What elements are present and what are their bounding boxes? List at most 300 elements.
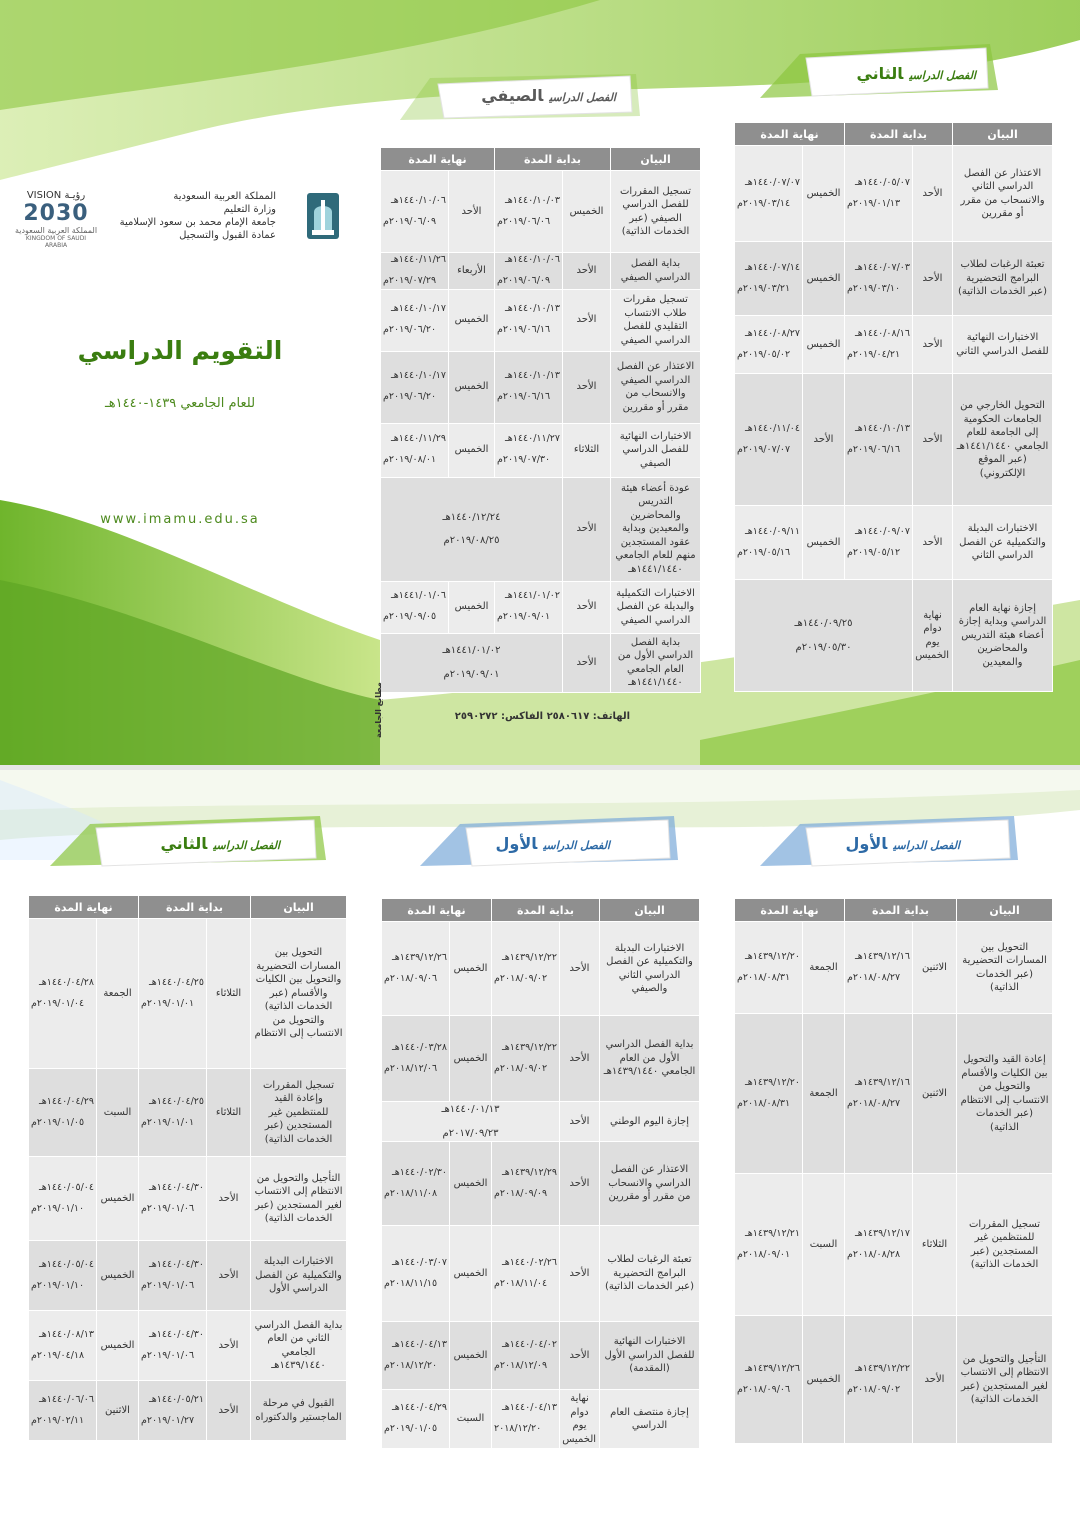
end-date [382,1390,450,1449]
end-date [29,1311,97,1381]
start-gregorian-date: ٢٠١٨/٠٨/٢٧م [847,1097,901,1109]
end-day: الخميس [803,316,845,374]
end-hijri-date: ١٤٣٩/١٢/٢١هـ [744,1227,800,1239]
start-day: الأحد [563,289,611,351]
end-hijri-date: ١٤٤٠/١٠/٠٦هـ [390,194,446,206]
start-date [495,289,563,351]
end-date [29,1381,97,1441]
end-gregorian-date: ٢٠١٨/٠٩/٠٦م [737,1383,791,1395]
end-day: الخميس [803,506,845,580]
spacer [847,539,910,547]
spacer [847,341,910,349]
end-gregorian-date: ٢٠١٩/٠١/٠٤م [31,997,85,1009]
table-row [29,1311,347,1381]
gregorian-date: ٢٠١٩/٠٨/٢٥م [443,535,500,547]
end-day: الخميس [450,922,492,1016]
spacer [31,1195,94,1203]
table-row [735,146,1053,242]
end-hijri-date: ١٤٤٠/٠٤/١٣هـ [391,1338,447,1350]
end-date [735,146,803,242]
end-date [735,374,803,506]
vision-year: 2030 [23,201,89,226]
second-term-banner [50,814,330,866]
spacer [384,965,447,973]
second-term-banner-top [760,44,1000,96]
start-hijri-date: ١٤٤٠/٠٢/٢٦هـ [501,1256,558,1268]
row-description: إجازة منتصف العام الدراسي [600,1390,700,1449]
end-day: الخميس [450,1142,492,1226]
end-hijri-date: ١٤٤٠/٠٥/٠٤هـ [38,1181,94,1193]
spacer [737,539,800,547]
start-gregorian-date: ٢٠١٨/٠٩/٠٢م [847,1383,901,1395]
row-description: التحويل بين المسارات التحضيرية والتحويل بين الكليات والأقسام (عبر الخدمات الذاتية) والتحويل من الانتساب إلى الانتظام [251,919,347,1069]
start-hijri-date: ١٤٣٩/١٢/١٦هـ [854,950,911,962]
table-row [381,253,701,290]
end-day: الجمعة [803,1014,845,1174]
column-header: نهاية المدة [382,899,492,922]
start-date [845,1014,913,1174]
spacer [494,965,557,973]
start-hijri-date: ١٤٣٩/١٢/٢٢هـ [501,1041,558,1053]
end-hijri-date: ١٤٣٩/١٢/٢٦هـ [744,1362,800,1374]
start-hijri-date: ١٤٤٠/٠٤/٣٠هـ [148,1328,205,1340]
row-description: بداية الفصل الدراسي الأول من العام الجامعي ١٤٣٩/١٤٤٠هـ [600,1016,700,1102]
column-header: بداية المدة [845,899,957,922]
spacer [141,990,204,998]
org-line: وزارة التعليم [223,204,276,215]
start-gregorian-date: ٢٠١٩/٠١/٠٦م [141,1202,195,1214]
single-date [382,1102,560,1142]
banner-small-text: الفصل الدراسي [543,839,610,852]
end-hijri-date: ١٤٤٠/٠٥/٠٤هـ [38,1258,94,1270]
banner-big-text: الصيفي [481,86,544,105]
column-header: نهاية المدة [381,148,495,171]
start-gregorian-date: ٢٠١٨/٠٨/٢٧م [847,971,901,983]
start-date [845,1174,913,1316]
end-gregorian-date: ٢٠١٩/٠٢/١١م [31,1414,85,1426]
university-crest-icon [306,192,340,240]
start-day: الأحد [560,1142,600,1226]
end-day: السبت [803,1174,845,1316]
end-hijri-date: ١٤٤٠/٠٩/١١هـ [744,525,800,537]
end-date [735,1014,803,1174]
spacer [497,267,560,275]
start-day: نهاية دوام يوم الخميس [560,1390,600,1449]
start-date [492,1322,560,1390]
end-gregorian-date: ٢٠١٩/٠٦/٢٠م [383,324,437,336]
end-hijri-date: ١٤٤٠/٠٣/٢٨هـ [391,1041,447,1053]
start-day: الأحد [913,242,953,316]
org-line: عمادة القبول والتسجيل [179,230,276,241]
spacer [31,1109,94,1117]
start-day: الثلاثاء [563,423,611,477]
spacer [847,1376,910,1384]
row-description: الاعتذار عن الفصل الدراسي والانسحاب من مقرر أو مقررين [600,1142,700,1226]
spacer [497,208,560,216]
start-hijri-date: ١٤٣٩/١٢/٢٢هـ [854,1362,911,1374]
column-header: البيان [600,899,700,922]
table-row [29,1069,347,1157]
end-gregorian-date: ٢٠١٩/٠٥/١٦م [737,546,791,558]
brochure-inside [0,770,1080,1535]
end-date [381,581,449,633]
start-day: الأحد [913,506,953,580]
spacer [31,1407,94,1415]
hijri-date: ١٤٤٠/٠٩/٢٥هـ [794,618,853,629]
table-row [735,1316,1053,1444]
end-hijri-date: ١٤٤٠/١١/٢٦هـ [390,254,446,265]
start-day: الأحد [207,1157,251,1241]
end-gregorian-date: ٢٠١٨/٠٨/٣١م [737,1097,791,1109]
start-day: الاثنين [913,922,957,1014]
banner-big-text: الثاني [160,834,208,853]
end-date [381,171,449,253]
start-date [495,351,563,423]
end-date [29,1241,97,1311]
end-gregorian-date: ٢٠١٨/١١/٠٨م [384,1187,438,1199]
spacer [31,1272,94,1280]
start-date [492,1390,560,1449]
spacer [847,1090,910,1098]
start-hijri-date: ١٤٤١/٠١/٠٢هـ [504,590,561,602]
spacer [384,1117,557,1127]
end-hijri-date: ١٤٤٠/١١/٢٩هـ [390,433,446,445]
gregorian-date: ٢٠١٧/٠٩/٢٣م [442,1127,499,1139]
second-term-table-top [734,122,1053,692]
start-gregorian-date: ٢٠١٩/٠٧/٣٠م [497,454,551,466]
start-day: الثلاثاء [207,1069,251,1157]
end-hijri-date: ١٤٤٠/٠٤/٢٨هـ [38,976,94,988]
start-gregorian-date: ٢٠١٩/٠١/٠٦م [141,1279,195,1291]
end-date [29,1069,97,1157]
spacer [383,524,560,534]
single-date [735,580,913,692]
spacer [737,1090,800,1098]
end-hijri-date: ١٤٤٠/١٠/١٧هـ [390,303,446,315]
hijri-date: ١٤٤١/٠١/٠٢هـ [442,645,501,657]
start-date [845,506,913,580]
row-description: تعبئة الرغبات لطلاب البرامج التحضيرية (عبر الخدمات الذاتية) [600,1226,700,1322]
end-date [735,316,803,374]
start-hijri-date: ١٤٤٠/٠٤/٠٢هـ [501,1338,558,1350]
row-description: الاختبارات النهائية للفصل الدراسي الأول (المقدمة) [600,1322,700,1390]
row-description: تسجيل المقررات للمنتظمين غير المستجدين (عبر الخدمات الذاتية) [957,1174,1053,1316]
vision-label-en: VISION [26,190,62,201]
spacer [141,1407,204,1415]
start-gregorian-date: ٢٠١٨/١٢/٠٩م [494,1359,548,1371]
column-header: بداية المدة [845,123,953,146]
start-date [495,253,563,290]
end-day: الخميس [803,242,845,316]
start-gregorian-date: ٢٠١٩/٠٤/٢١م [847,348,901,360]
end-hijri-date: ١٤٤٠/٠٢/٣٠هـ [391,1166,447,1178]
end-date [381,351,449,423]
end-hijri-date: ١٤٤٠/١١/٠٤هـ [744,422,800,434]
spacer [497,603,560,611]
end-hijri-date: ١٤٤٠/٠٤/٢٩هـ [38,1095,94,1107]
end-hijri-date: ١٤٤٠/١٠/١٧هـ [390,370,446,382]
end-day: الخميس [97,1241,139,1311]
table-row [382,1016,700,1102]
start-hijri-date: ١٤٤٠/٠٤/٣٠هـ [148,1258,205,1270]
start-hijri-date: ١٤٣٩/١٢/١٦هـ [854,1076,911,1088]
end-gregorian-date: ٢٠١٩/٠٧/٢٩م [383,274,437,286]
spacer [847,190,910,198]
start-hijri-date: ١٤٤٠/١٠/١٣هـ [504,303,561,315]
start-date [845,922,913,1014]
end-day: الخميس [449,351,495,423]
end-gregorian-date: ٢٠١٨/٠٩/٠٦م [384,972,438,984]
end-date [735,242,803,316]
end-gregorian-date: ٢٠١٩/٠٦/٠٩م [383,215,437,227]
table-row [735,242,1053,316]
end-day: الخميس [449,423,495,477]
start-day: الأحد [913,146,953,242]
start-date [139,1069,207,1157]
spacer [847,964,910,972]
start-date [492,1016,560,1102]
start-gregorian-date: ٢٠١٩/٠١/٠٦م [141,1349,195,1361]
spacer [383,446,446,454]
start-hijri-date: ١٤٤٠/١٠/٠٣هـ [504,194,561,206]
banner-small-text: الفصل الدراسي [909,69,976,82]
end-gregorian-date: ٢٠١٨/١٢/٢٠م [384,1359,438,1371]
end-date [382,922,450,1016]
end-date [382,1322,450,1390]
table-row [382,1226,700,1322]
start-hijri-date: ١٤٣٩/١٢/٢٩هـ [501,1166,558,1178]
first-term-table-mid [381,898,700,1449]
end-date [382,1142,450,1226]
hijri-date: ١٤٤٠/٠١/١٣هـ [441,1104,500,1115]
column-header: البيان [611,148,701,171]
spacer [384,1415,447,1423]
table-row [382,922,700,1016]
start-hijri-date: ١٤٤٠/١١/٢٧هـ [504,433,561,445]
end-hijri-date: ١٤٣٩/١٢/٢٠هـ [744,1076,800,1088]
start-day: الاثنين [913,1014,957,1174]
spacer [383,383,446,391]
banner-small-text: الفصل الدراسي [893,839,960,852]
end-day: الخميس [97,1311,139,1381]
single-date [381,477,563,581]
row-description: الاختبارات البديلة والتكميلية عن الفصل الدراسي الثاني والصيفي [600,922,700,1016]
start-hijri-date: ١٤٤٠/٠٧/٠٣هـ [854,261,911,273]
banner-small-text: الفصل الدراسي [549,91,616,104]
banner-big-text: الأول [495,834,538,853]
academic-year-subtitle: للعام الجامعي ١٤٣٩-١٤٤٠هـ [104,396,256,411]
table-row [29,1241,347,1311]
end-day: الخميس [97,1157,139,1241]
row-description: الاختبارات النهائية للفصل الدراسي الثاني [953,316,1053,374]
column-header: البيان [957,899,1053,922]
start-day: الأحد [563,581,611,633]
spacer [737,275,800,283]
row-description: إعادة القيد والتحويل بين الكليات والأقسام والتحويل من الانتساب إلى الانتظام (عبر الخدمات الذاتية) [957,1014,1053,1174]
org-line: المملكة العربية السعودية [173,191,276,202]
start-gregorian-date: ٢٠١٩/٠٥/١٢م [847,546,901,558]
spacer [847,275,910,283]
spacer [384,1180,447,1188]
start-hijri-date: ١٤٣٩/١٢/٢٢هـ [501,951,558,963]
table-row [29,1157,347,1241]
column-header: نهاية المدة [29,896,139,919]
start-day: الأحد [207,1381,251,1441]
vision-label-ar: رؤيـة [64,190,86,201]
start-date [492,1142,560,1226]
table-row [735,1174,1053,1316]
start-date [845,374,913,506]
end-day: الأحد [449,171,495,253]
end-hijri-date: ١٤٤٠/٠٨/٢٧هـ [744,327,800,339]
table-row [382,1390,700,1449]
end-date [735,1174,803,1316]
row-description: تسجيل المقررات للفصل الدراسي الصيفي (عبر الخدمات الذاتية) [611,171,701,253]
university-press-mark [368,682,398,740]
start-day: الأحد [560,1322,600,1390]
end-day: الخميس [803,146,845,242]
spacer [737,631,910,641]
start-day: الأحد [913,1316,957,1444]
start-date [495,171,563,253]
row-description: بداية الفصل الدراسي الثاني من العام الجامعي ١٤٣٩/١٤٤٠هـ [251,1311,347,1381]
start-date [495,423,563,477]
banner-big-text: الأول [845,834,888,853]
table-row [381,171,701,253]
start-gregorian-date: ٢٠١٩/٠٦/١٦م [497,324,551,336]
end-hijri-date: ١٤٤٠/٠٦/٠٦هـ [38,1393,94,1405]
start-date [845,1316,913,1444]
spacer [384,1270,447,1278]
end-day: الخميس [450,1226,492,1322]
contact-phone-fax: الهاتف: ٢٥٨٠٦١٧ الفاكس: ٢٥٩٠٢٧٢ [454,711,630,722]
start-gregorian-date: ٢٠١٨/١٢/٢٠ [494,1423,542,1434]
spacer [383,316,446,324]
spacer [383,603,446,611]
spacer [31,990,94,998]
table-row [382,1142,700,1226]
start-day: الثلاثاء [207,919,251,1069]
start-date [495,581,563,633]
table-row [735,1014,1053,1174]
end-gregorian-date: ٢٠١٩/٠١/٠٥م [31,1116,85,1128]
start-date [845,316,913,374]
end-day: الخميس [803,1316,845,1444]
start-gregorian-date: ٢٠١٨/١١/٠٤م [494,1277,548,1289]
start-gregorian-date: ٢٠١٩/٠٦/١٦م [847,443,901,455]
row-description: الاختبارات البديلة والتكميلية عن الفصل الدراسي الثاني [953,506,1053,580]
end-date [735,506,803,580]
table-row [735,506,1053,580]
vision-2030-logo [14,190,98,249]
spacer [737,341,800,349]
column-header: البيان [953,123,1053,146]
end-date [29,1157,97,1241]
table-row [382,1322,700,1390]
start-date [139,1311,207,1381]
row-description: الاعتذار عن الفصل الدراسي الثاني والانسحاب من مقرر أو مقررين [953,146,1053,242]
end-day: الأحد [803,374,845,506]
row-description: عودة أعضاء هيئة التدريس والمحاضرين والمعيدين وبداية عقود المستجدين منهم للعام الجامعي ١٤٤١/١٤٤٠هـ [611,477,701,581]
gregorian-date: ٢٠١٩/٠٩/٠١م [443,668,500,680]
row-description: تسجيل مقررات طلاب الانتساب التقليدي للفصل الدراسي الصيفي [611,289,701,351]
end-date [735,1316,803,1444]
end-hijri-date: ١٤٤٠/٠٣/٠٧هـ [391,1256,447,1268]
spacer [141,1109,204,1117]
spacer [847,1241,910,1249]
end-date [735,922,803,1014]
start-hijri-date: ١٤٤٠/٠٥/٠٧هـ [854,176,911,188]
start-day: الخميس [563,171,611,253]
banner-small-text: الفصل الدراسي [213,839,280,852]
start-date [492,1226,560,1322]
start-hijri-date: ١٤٣٩/١٢/١٧هـ [854,1227,911,1239]
row-description: بداية الفصل الدراسي الصيفي [611,253,701,290]
end-gregorian-date: ٢٠١٩/٠١/١٠م [31,1279,85,1291]
end-day: السبت [450,1390,492,1449]
end-gregorian-date: ٢٠١٩/٠١/٠٥م [384,1423,438,1434]
end-date [381,253,449,290]
spacer [383,267,446,275]
spacer [494,1055,557,1063]
table-row [29,919,347,1069]
end-day: الخميس [450,1016,492,1102]
first-term-table-right [734,898,1053,1444]
end-hijri-date: ١٤٤٠/٠٧/١٤هـ [744,261,800,273]
end-day: الخميس [449,581,495,633]
row-description: الاختبارات النهائية للفصل الدراسي الصيفي [611,423,701,477]
first-term-banner-right [760,814,1020,866]
start-hijri-date: ١٤٤٠/٠٩/٠٧هـ [854,525,911,537]
summer-term-banner [400,72,640,124]
spacer [494,1415,557,1423]
table-row [381,289,701,351]
end-hijri-date: ١٤٤١/٠١/٠٦هـ [390,590,446,602]
start-gregorian-date: ٢٠١٩/٠٩/٠١م [497,611,551,623]
end-day: الجمعة [97,919,139,1069]
row-description: القبول في مرحلة الماجستير والدكتوراه [251,1381,347,1441]
end-hijri-date: ١٤٤٠/٠٨/١٣هـ [38,1328,94,1340]
start-date [139,1157,207,1241]
spacer [497,446,560,454]
spacer [737,436,800,444]
table-row [381,477,701,581]
start-date [845,242,913,316]
table-row [381,581,701,633]
start-gregorian-date: ٢٠١٩/٠١/٠١م [141,997,195,1009]
end-date [382,1226,450,1322]
end-day: السبت [97,1069,139,1157]
start-hijri-date: ١٤٤٠/٠٤/٢٥هـ [148,976,205,988]
start-day: الأحد [207,1241,251,1311]
end-day: الاثنين [97,1381,139,1441]
start-gregorian-date: ٢٠١٩/٠٦/٠٦م [497,215,551,227]
end-date [29,919,97,1069]
website-link[interactable]: www.imamu.edu.sa [100,512,260,527]
start-hijri-date: ١٤٤٠/٠٤/٣٠هـ [148,1181,205,1193]
row-description: الاعتذار عن الفصل الدراسي الصيفي والانسحاب من مقرر أو مقررين [611,351,701,423]
column-header: بداية المدة [495,148,611,171]
spacer [737,190,800,198]
brochure-outside [0,0,1080,765]
spacer [31,1342,94,1350]
banner-big-text: الثاني [856,64,904,83]
start-day: الثلاثاء [913,1174,957,1316]
end-date [382,1016,450,1102]
table-row [29,1381,347,1441]
start-date [139,1241,207,1311]
end-day: الخميس [450,1322,492,1390]
